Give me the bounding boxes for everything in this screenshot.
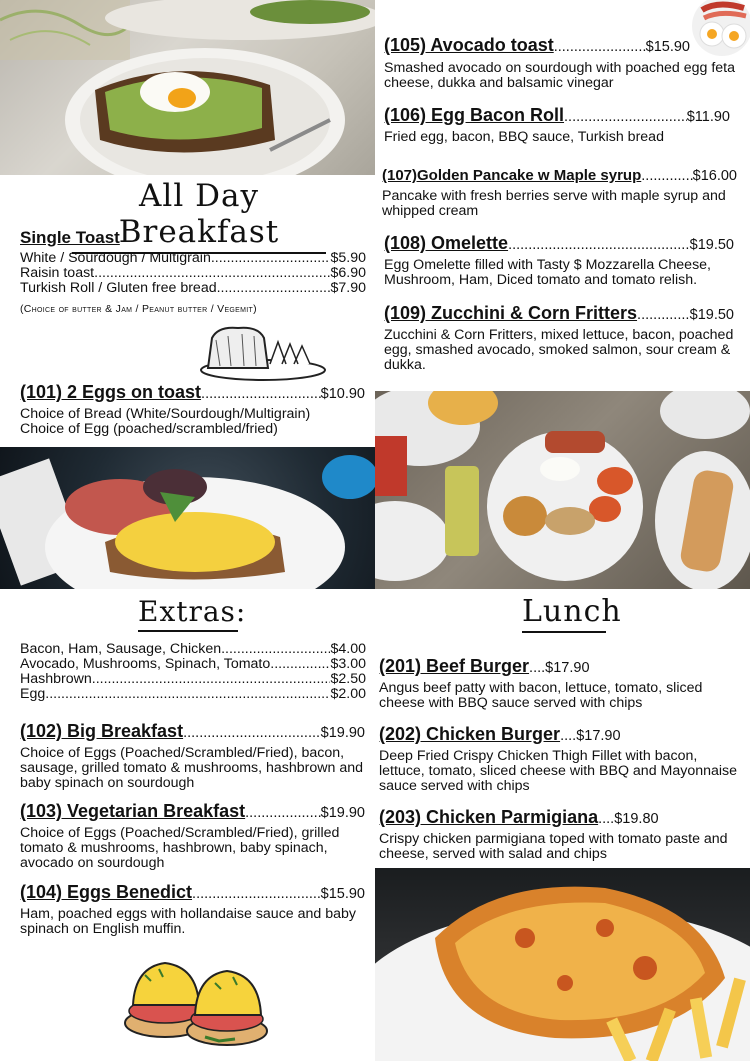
menu-item-103: [20, 801, 365, 871]
price-line: Hashbrown ..... $2.50: [20, 672, 366, 687]
item-description: Choice of Eggs (Poached/Scrambled/Fried), grilled tomato & mushrooms, hashbrown, baby spinach, avocado on sourdough: [20, 825, 340, 871]
avocado-toast-photo: [0, 0, 375, 175]
menu-item-201: (201) Beef Burger....$17.90 Angus beef patty with bacon, lettuce, tomato, sliced cheese with BBQ sauce served with chips: [379, 656, 739, 711]
price-line: Avocado, Mushrooms, Spinach, Tomato ..... $3.00: [20, 657, 366, 672]
lunch-title: Lunch: [522, 594, 606, 633]
item-name: (104) Eggs Benedict: [20, 882, 193, 902]
item-description: Egg Omelette filled with Tasty $ Mozzarella Cheese, Mushroom, Ham, Diced tomato and tomato relish.: [384, 257, 711, 288]
price-line: Bacon, Ham, Sausage, Chicken ..... $4.00: [20, 642, 366, 657]
item-price: $19.50: [689, 307, 734, 323]
menu-item-105: [384, 35, 690, 57]
extras-title: Extras:: [138, 595, 238, 632]
single-toast-heading: Single Toast: [20, 228, 120, 247]
menu-item-106: [384, 105, 730, 145]
menu-item-108: [384, 233, 734, 288]
item-description: Zucchini & Corn Fritters, mixed lettuce, bacon, poached egg, smashed avocado, smoked salmon, sour cream & dukka.: [384, 327, 734, 373]
breakfast-spread-photo: [375, 391, 750, 589]
menu-item-101: [20, 382, 365, 437]
single-toast-list: [20, 251, 366, 296]
item-price: $19.50: [689, 237, 734, 253]
price-line: Turkish Roll / Gluten free bread ..... $7.90: [20, 281, 366, 296]
menu-item-202: (202) Chicken Burger....$17.90 Deep Fried Crispy Chicken Thigh Fillet with bacon, lettuce, tomato, sliced cheese with BBQ and Mayonnaise sauce served with chips: [379, 724, 738, 794]
price-line: Egg ..... $2.00: [20, 687, 366, 702]
item-description: Crispy chicken parmigiana toped with tomato paste and cheese, served with salad and chips: [379, 831, 728, 862]
toast-note: (Choice of butter & Jam / Peanut butter / Vegemit): [20, 303, 257, 315]
item-price: $15.90: [645, 39, 690, 55]
item-description: Ham, poached eggs with hollandaise sauce and baby spinach on English muffin.: [20, 906, 356, 937]
menu-item-203: (203) Chicken Parmigiana....$19.80 Crispy chicken parmigiana toped with tomato paste and cheese, served with salad and chips: [379, 807, 739, 862]
item-price: $17.90: [576, 728, 621, 744]
item-name: (106) Egg Bacon Roll: [384, 105, 565, 125]
item-name: (201) Beef Burger: [379, 656, 530, 676]
menu-item-109: [384, 303, 734, 373]
item-description: Pancake with fresh berries serve with maple syrup and whipped cream: [382, 188, 726, 219]
price-line: Raisin toast ..... $6.90: [20, 266, 366, 281]
item-price: $19.90: [320, 725, 365, 741]
item-description: Angus beef patty with bacon, lettuce, tomato, sliced cheese with BBQ sauce served with chips: [379, 680, 703, 711]
fried-eggs-bacon-icon: [688, 0, 750, 58]
item-description: Smashed avocado on sourdough with poached egg feta cheese, dukka and balsamic vinegar: [384, 60, 736, 91]
item-price: $19.80: [614, 811, 659, 827]
extras-list: [20, 642, 366, 702]
item-name: (203) Chicken Parmigiana: [379, 807, 599, 827]
menu-item-104: [20, 882, 365, 937]
item-name: (202) Chicken Burger: [379, 724, 561, 744]
item-name: (102) Big Breakfast: [20, 721, 184, 741]
price-line: White / Sourdough / Multigrain ..... $5.90: [20, 251, 366, 266]
item-price: $17.90: [545, 660, 590, 676]
item-name: (109) Zucchini & Corn Fritters: [384, 303, 638, 323]
menu-item-107: [382, 166, 737, 219]
item-name: (101) 2 Eggs on toast: [20, 382, 202, 402]
menu-item-102: [20, 721, 365, 791]
bread-loaf-drawing: [198, 320, 328, 382]
chicken-parmigiana-photo: [375, 868, 750, 1061]
item-price: $10.90: [320, 386, 365, 402]
item-price: $19.90: [320, 805, 365, 821]
item-price: $15.90: [320, 886, 365, 902]
item-name: (105) Avocado toast: [384, 35, 554, 55]
item-name: (108) Omelette: [384, 233, 509, 253]
item-description: Fried egg, bacon, BBQ sauce, Turkish bread: [384, 129, 664, 145]
all-day-breakfast-title: All Day Breakfast: [72, 178, 326, 254]
item-name: (103) Vegetarian Breakfast: [20, 801, 246, 821]
scrambled-eggs-photo: [0, 447, 375, 589]
item-name: (107)Golden Pancake w Maple syrup: [382, 167, 642, 184]
eggs-benedict-drawing: [115, 945, 275, 1050]
item-description: Choice of Eggs (Poached/Scrambled/Fried), bacon, sausage, grilled tomato & mushrooms, hashbrown and baby spinach on sourdough: [20, 745, 364, 791]
item-description: Choice of Bread (White/Sourdough/Multigrain) Choice of Egg (poached/scrambled/fried): [20, 406, 311, 437]
item-price: $11.90: [686, 109, 730, 125]
item-description: Deep Fried Crispy Chicken Thigh Fillet with bacon, lettuce, tomato, sliced cheese with BBQ and Mayonnaise sauce served with chips: [379, 748, 738, 794]
item-price: $16.00: [692, 168, 737, 184]
